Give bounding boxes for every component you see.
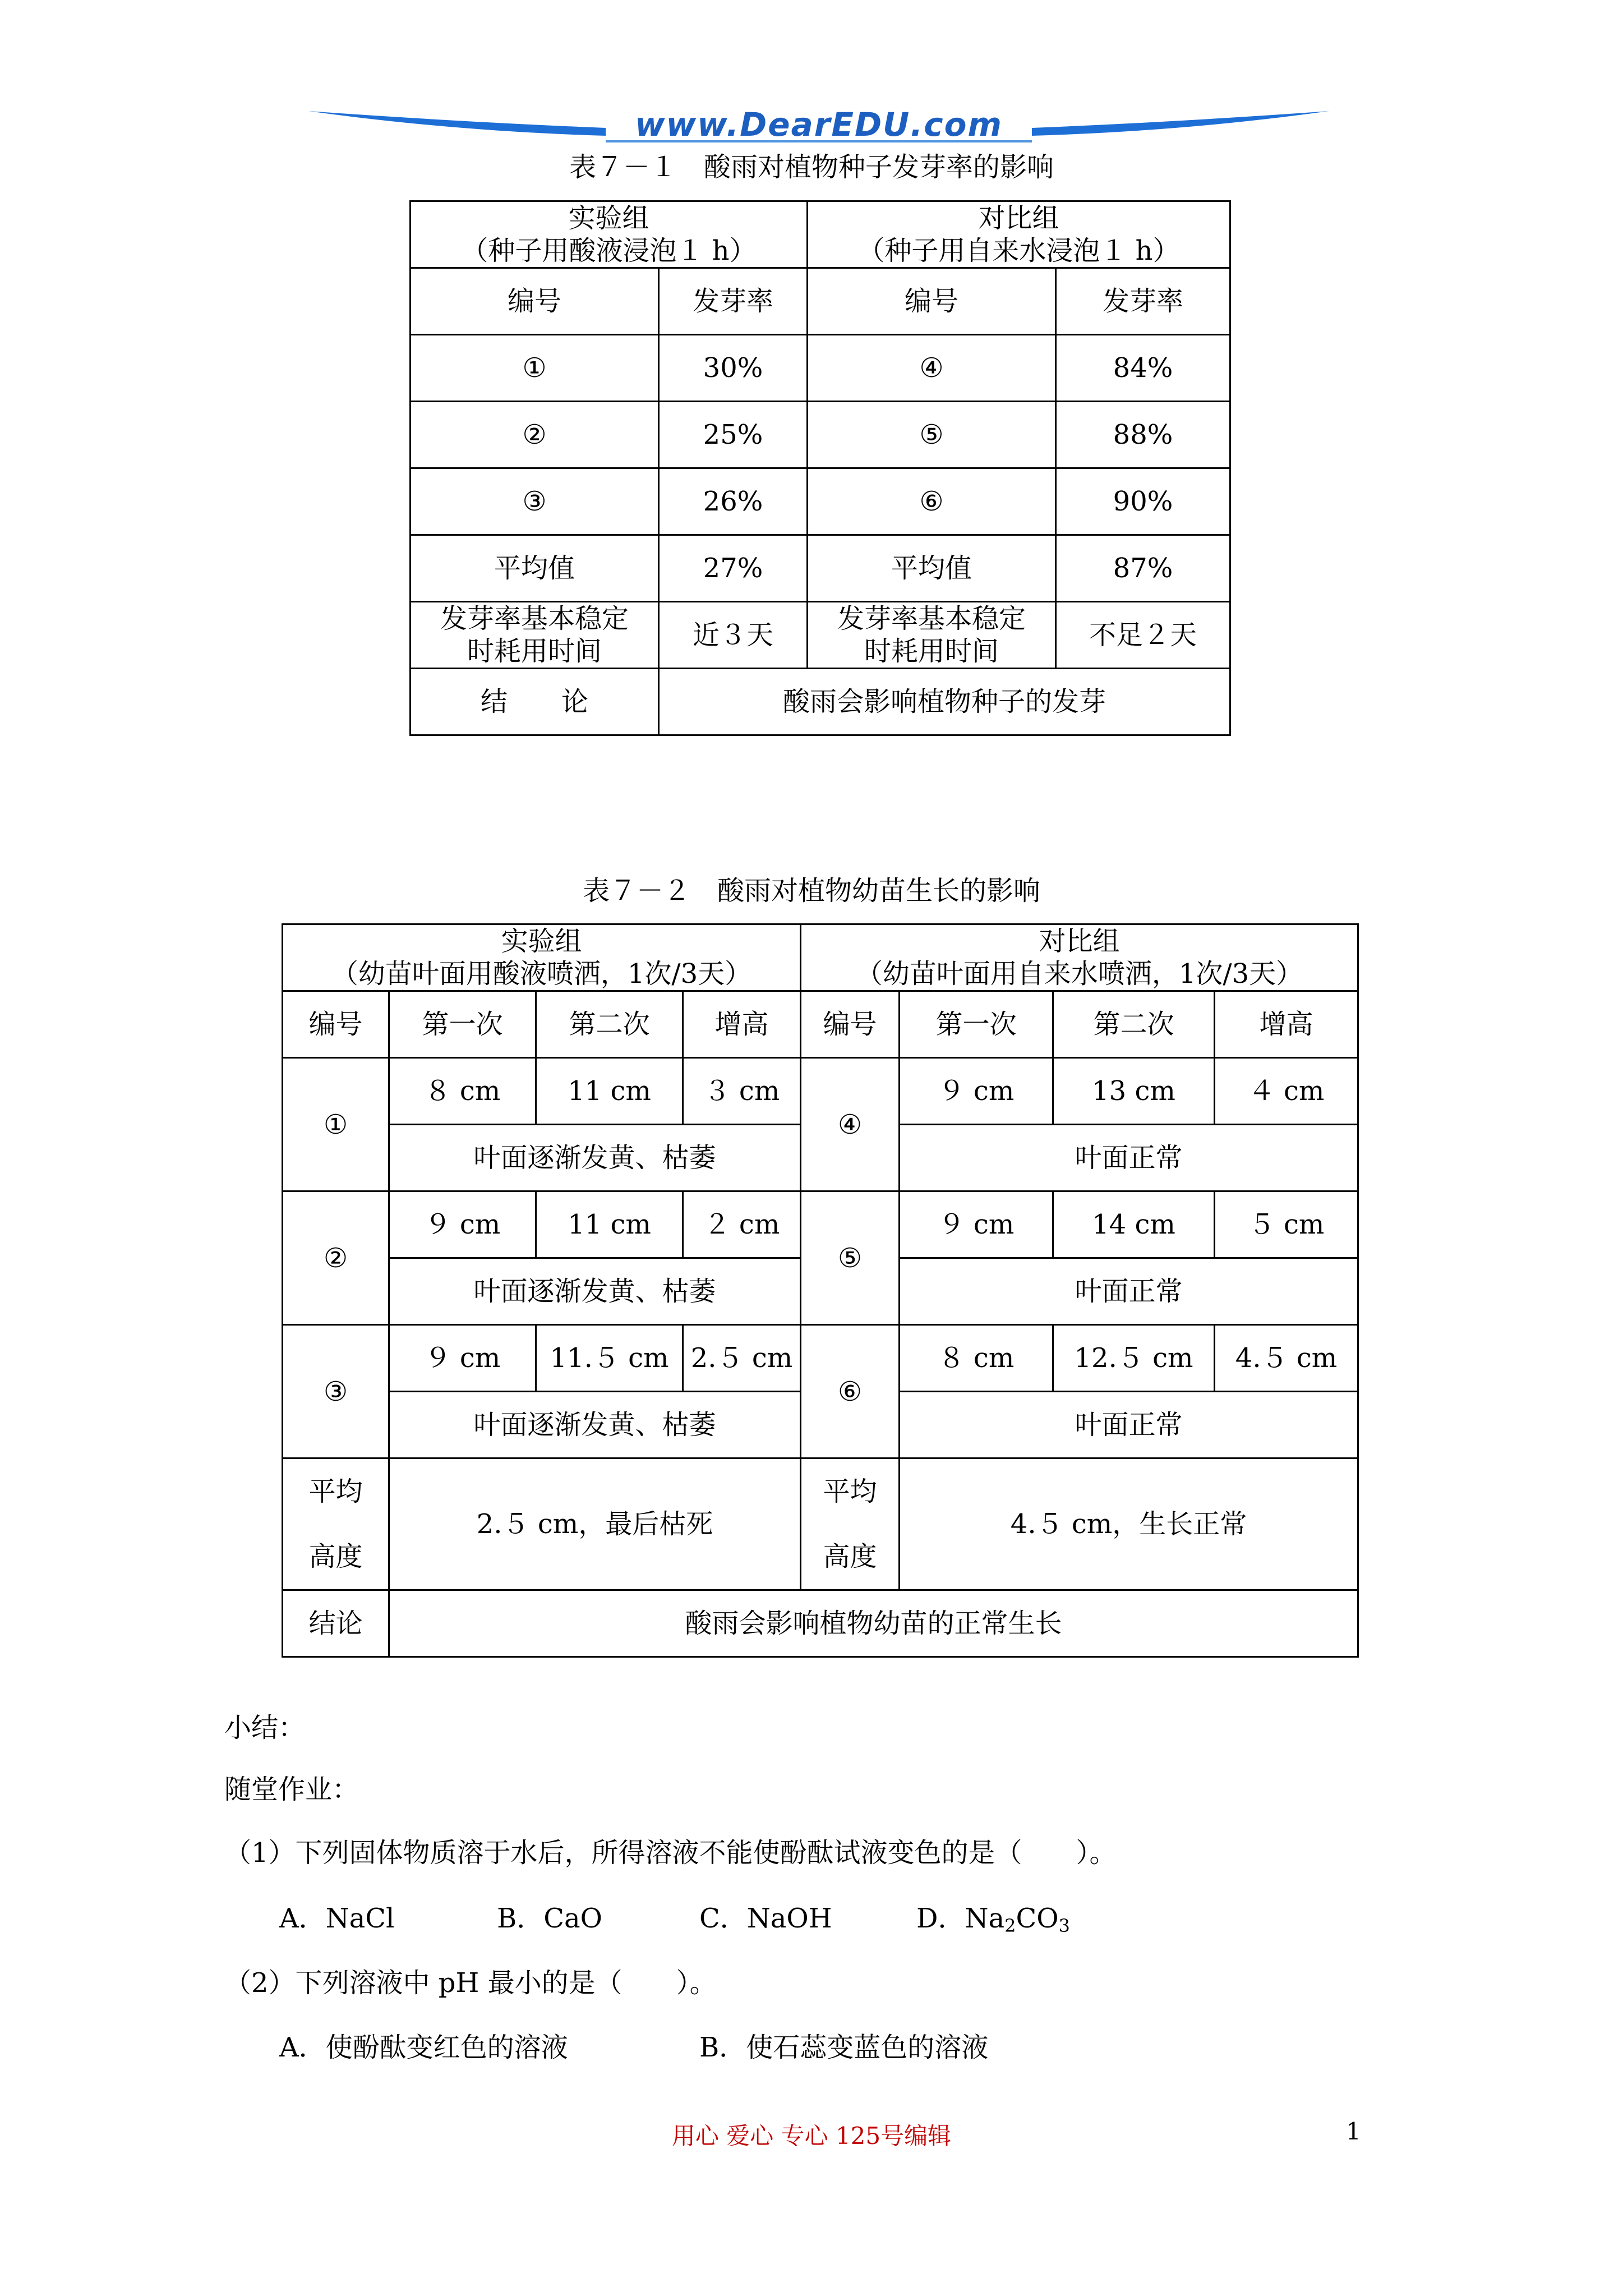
table-row xyxy=(411,335,1230,402)
table-cell: 14 cm xyxy=(1053,1191,1215,1258)
table-cell: 88% xyxy=(1056,402,1230,468)
leaf-note: 叶面正常 xyxy=(900,1392,1358,1458)
question-2-text: （2）下列溶液中 pH 最小的是（ ）。 xyxy=(224,1967,717,1999)
table-cell: ⑥ xyxy=(808,468,1056,535)
column-header: 发芽率 xyxy=(659,268,808,335)
ctrl-group-desc: （幼苗叶面用自来水喷洒，1次/3天） xyxy=(855,958,1303,990)
table-cell: ④ xyxy=(808,335,1056,402)
exp-group-desc: （种子用酸液浸泡１ h） xyxy=(461,235,757,266)
conclusion-label: 结 论 xyxy=(411,669,659,735)
table-row xyxy=(411,535,1230,602)
q1-option-d: D．$Na_2CO_3$ xyxy=(916,1903,1070,1936)
exp-group-desc: （幼苗叶面用酸液喷洒，1次/3天） xyxy=(331,958,752,990)
avg-label-line1: 平均 xyxy=(308,1476,363,1507)
column-header: 编号 xyxy=(283,991,389,1058)
table-cell: 平均值 xyxy=(808,535,1056,602)
ctrl-group-label: 对比组 xyxy=(1039,926,1120,957)
table-row xyxy=(283,1458,1358,1590)
stable-time-label xyxy=(808,602,1056,669)
table-cell: 90% xyxy=(1056,468,1230,535)
table-cell: 13 cm xyxy=(1053,1058,1215,1125)
exp-group-label: 实验组 xyxy=(568,203,649,234)
table-cell: ９ cm xyxy=(900,1191,1053,1258)
table-cell: ④ xyxy=(801,1058,900,1191)
ctrl-group-label: 对比组 xyxy=(978,203,1059,234)
table-cell: 11.５ cm xyxy=(536,1325,683,1392)
stable-label-line2: 时耗用时间 xyxy=(864,636,999,667)
table-cell: ２ cm xyxy=(683,1191,801,1258)
group-header-cell xyxy=(801,924,1358,991)
table-row xyxy=(411,602,1230,669)
table-cell: 84% xyxy=(1056,335,1230,402)
exp-group-label: 实验组 xyxy=(501,926,582,957)
table-cell: ４ cm xyxy=(1215,1058,1358,1125)
table-cell: 2.５ cm，最后枯死 xyxy=(389,1458,801,1590)
table-seedling-growth xyxy=(282,923,1359,1658)
table-cell: 4.５ cm，生长正常 xyxy=(900,1458,1358,1590)
table-cell: ９ cm xyxy=(900,1058,1053,1125)
q1-option-c: C．NaOH xyxy=(699,1903,832,1934)
avg-height-label xyxy=(283,1458,389,1590)
table-cell: 26% xyxy=(659,468,808,535)
table2-caption: 表７－２ 酸雨对植物幼苗生长的影响 xyxy=(582,875,1040,907)
q2-option-a: A．使酚酞变红色的溶液 xyxy=(279,2032,568,2063)
homework-label: 随堂作业： xyxy=(224,1774,359,1805)
stable-label-line1: 发芽率基本稳定 xyxy=(440,603,629,634)
q1-option-b: B．CaO xyxy=(497,1903,602,1934)
table-row xyxy=(283,924,1358,991)
q1-option-a: A．NaCl xyxy=(279,1903,395,1934)
table-cell: 30% xyxy=(659,335,808,402)
table-cell: 25% xyxy=(659,402,808,468)
question-1-text: （1）下列固体物质溶于水后，所得溶液不能使酚酞试液变色的是（ ）。 xyxy=(224,1837,1117,1869)
header-banner xyxy=(308,101,1329,151)
leaf-note: 叶面逐渐发黄、枯萎 xyxy=(389,1392,801,1458)
table-cell: ⑤ xyxy=(801,1191,900,1325)
column-header: 增高 xyxy=(683,991,801,1058)
conclusion-text: 酸雨会影响植物种子的发芽 xyxy=(659,669,1230,735)
table-cell: 87% xyxy=(1056,535,1230,602)
column-header: 编号 xyxy=(411,268,659,335)
table-cell: 27% xyxy=(659,535,808,602)
stable-label-line2: 时耗用时间 xyxy=(467,636,602,667)
table-row xyxy=(283,1590,1358,1657)
table-cell: 不足２天 xyxy=(1056,602,1230,669)
conclusion-text: 酸雨会影响植物幼苗的正常生长 xyxy=(389,1590,1358,1657)
table-cell: ⑥ xyxy=(801,1325,900,1458)
table-cell: ③ xyxy=(283,1325,389,1458)
leaf-note: 叶面逐渐发黄、枯萎 xyxy=(389,1125,801,1191)
table-row xyxy=(411,669,1230,735)
table-row xyxy=(283,1191,1358,1258)
column-header: 第一次 xyxy=(900,991,1053,1058)
column-header: 第二次 xyxy=(1053,991,1215,1058)
table-row xyxy=(411,201,1230,268)
table-cell: ９ cm xyxy=(389,1191,536,1258)
table-cell: 11 cm xyxy=(536,1058,683,1125)
table-cell: ③ xyxy=(411,468,659,535)
ctrl-group-desc: （种子用自来水浸泡１ h） xyxy=(857,235,1180,266)
table-cell: 近３天 xyxy=(659,602,808,669)
stable-time-label xyxy=(411,602,659,669)
column-header: 发芽率 xyxy=(1056,268,1230,335)
column-header: 编号 xyxy=(801,991,900,1058)
column-header: 增高 xyxy=(1215,991,1358,1058)
table-cell: 2.５ cm xyxy=(683,1325,801,1392)
table-cell: 平均值 xyxy=(411,535,659,602)
table-cell: 12.５ cm xyxy=(1053,1325,1215,1392)
table-row xyxy=(411,468,1230,535)
table-cell: 4.５ cm xyxy=(1215,1325,1358,1392)
column-header: 编号 xyxy=(808,268,1056,335)
footer-text: 用心 爱心 专心 125号编辑 xyxy=(671,2122,952,2150)
page-number: 1 xyxy=(1346,2118,1361,2145)
column-header: 第一次 xyxy=(389,991,536,1058)
table-cell: ８ cm xyxy=(900,1325,1053,1392)
table-cell: ⑤ xyxy=(808,402,1056,468)
table-cell: ② xyxy=(411,402,659,468)
summary-label: 小结： xyxy=(224,1712,306,1743)
table-row xyxy=(411,268,1230,335)
group-header-cell xyxy=(411,201,808,268)
table-cell: ① xyxy=(283,1058,389,1191)
leaf-note: 叶面逐渐发黄、枯萎 xyxy=(389,1258,801,1325)
leaf-note: 叶面正常 xyxy=(900,1258,1358,1325)
table-seed-germination xyxy=(409,200,1231,736)
avg-label-line1: 平均 xyxy=(823,1476,877,1507)
site-logo: www.DearEDU.com xyxy=(635,105,1003,144)
table-cell: ８ cm xyxy=(389,1058,536,1125)
table-row xyxy=(411,402,1230,468)
q2-option-b: B．使石蕊变蓝色的溶液 xyxy=(699,2032,989,2063)
table-cell: ９ cm xyxy=(389,1325,536,1392)
avg-height-label xyxy=(801,1458,900,1590)
table-cell: 11 cm xyxy=(536,1191,683,1258)
table-cell: ３ cm xyxy=(683,1058,801,1125)
stable-label-line1: 发芽率基本稳定 xyxy=(837,603,1026,634)
leaf-note: 叶面正常 xyxy=(900,1125,1358,1191)
table-row xyxy=(283,1325,1358,1392)
table1-caption: 表７－１ 酸雨对植物种子发芽率的影响 xyxy=(569,151,1054,183)
table-cell: ① xyxy=(411,335,659,402)
group-header-cell xyxy=(808,201,1230,268)
conclusion-label: 结论 xyxy=(283,1590,389,1657)
group-header-cell xyxy=(283,924,801,991)
table-row xyxy=(283,1058,1358,1125)
avg-label-line2: 高度 xyxy=(823,1541,877,1572)
avg-label-line2: 高度 xyxy=(308,1541,363,1572)
table-cell: ５ cm xyxy=(1215,1191,1358,1258)
column-header: 第二次 xyxy=(536,991,683,1058)
table-cell: ② xyxy=(283,1191,389,1325)
table-row xyxy=(283,991,1358,1058)
